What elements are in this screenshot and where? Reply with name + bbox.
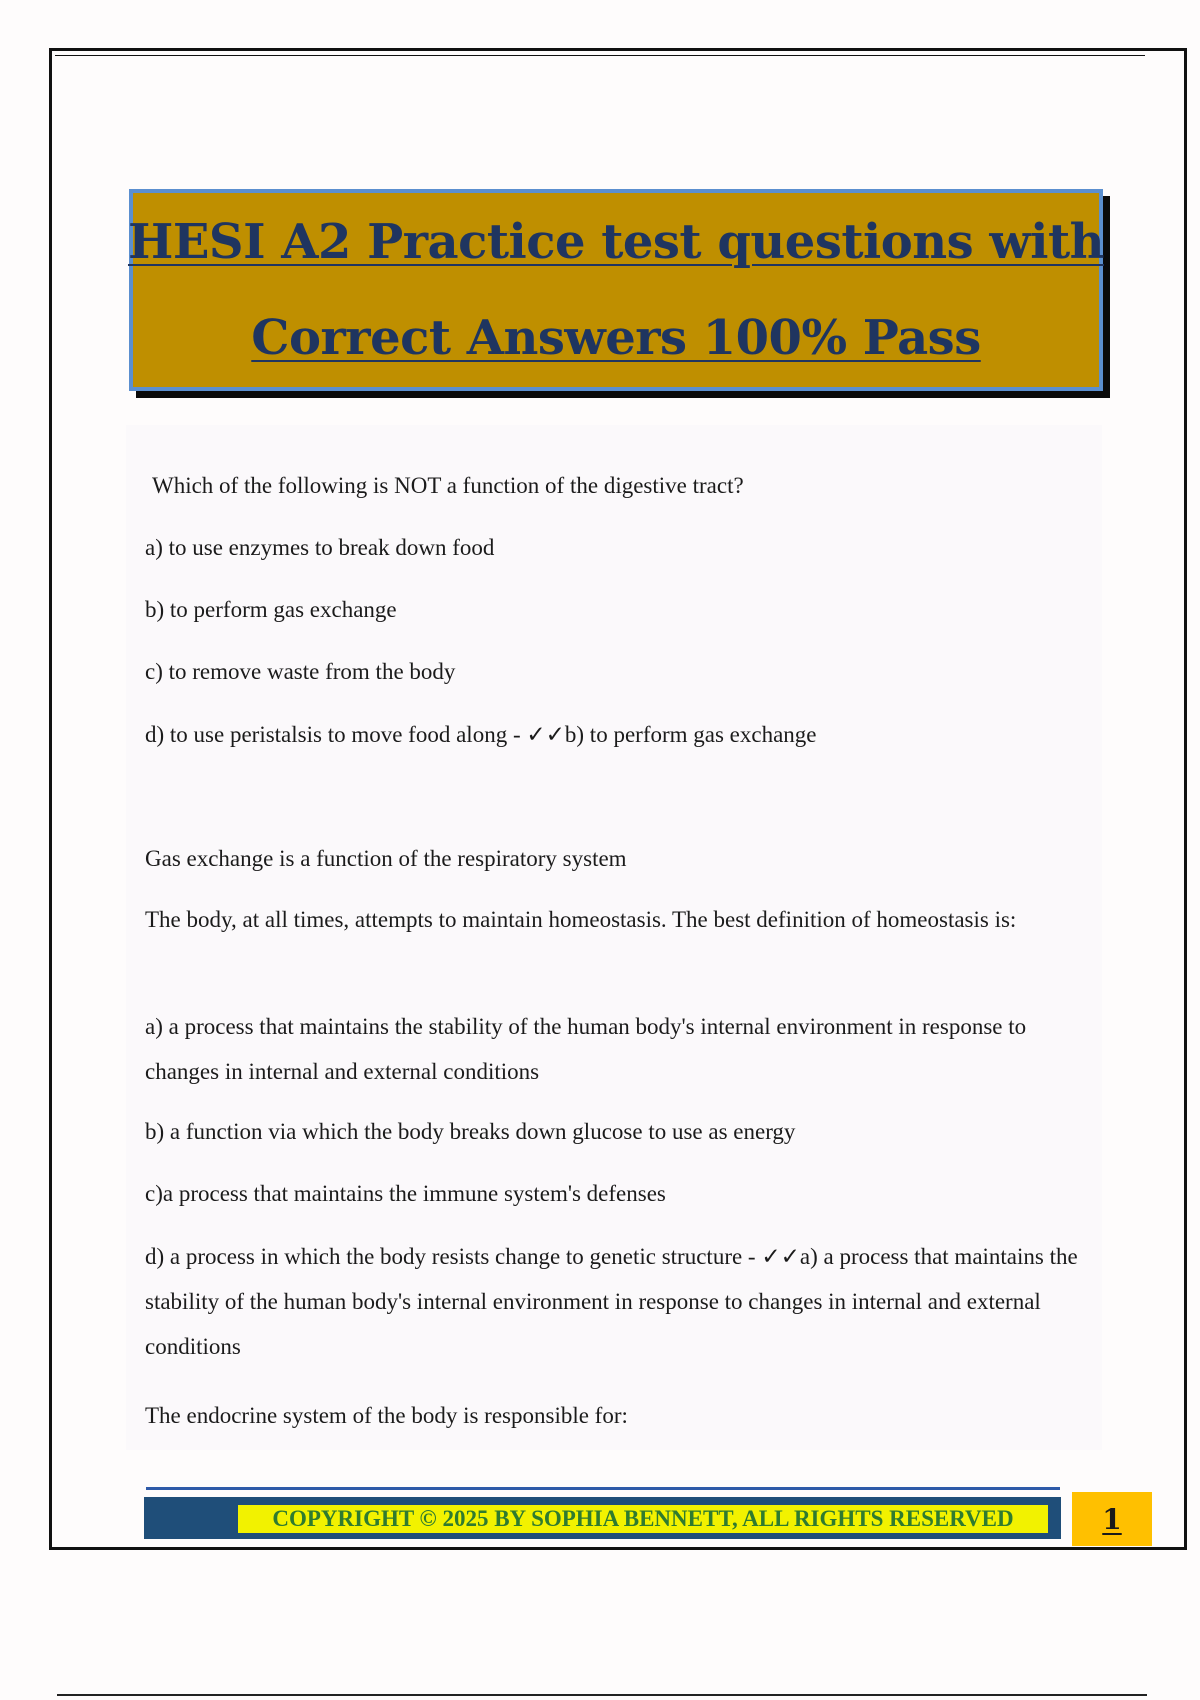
question-1-option-d-answer: d) to use peristalsis to move food along - ✓✓b) to perform gas exchange [145,722,817,747]
question-1: Which of the following is NOT a function of the digestive tract? [152,473,744,498]
question-1-option-c: c) to remove waste from the body [145,659,456,684]
title-line-2: Correct Answers 100% Pass [251,310,981,366]
bottom-rule [57,1694,1147,1696]
question-2-option-b: b) a function via which the body breaks down glucose to use as energy [145,1119,796,1144]
question-2: The body, at all times, attempts to maintain homeostasis. The best definition of homeostasis is: [145,907,1017,932]
question-2-option-c: c)a process that maintains the immune system's defenses [145,1181,666,1206]
footer-rule [146,1487,1060,1490]
question-1-option-b: b) to perform gas exchange [145,597,397,622]
question-1-explanation: Gas exchange is a function of the respiratory system [145,846,627,871]
top-rule [55,55,1145,56]
copyright-notice: COPYRIGHT © 2025 BY SOPHIA BENNETT, ALL RIGHTS RESERVED [238,1505,1048,1533]
question-3: The endocrine system of the body is responsible for: [145,1403,628,1428]
question-1-option-a: a) to use enzymes to break down food [145,535,495,560]
page-number-box [1072,1492,1152,1546]
question-2-option-a: a) a process that maintains the stability of the human body's internal environment in response to changes in internal and external conditions [145,1014,1027,1084]
title-line-1: HESI A2 Practice test questions with [127,214,1105,270]
page-number: 1 [1102,1502,1122,1536]
title-box [129,189,1103,391]
question-2-option-d-answer: d) a process in which the body resists change to genetic structure - ✓✓a) a process that maintains the stability of the human body's internal environment in response to changes in internal and external conditions [145,1244,1078,1359]
